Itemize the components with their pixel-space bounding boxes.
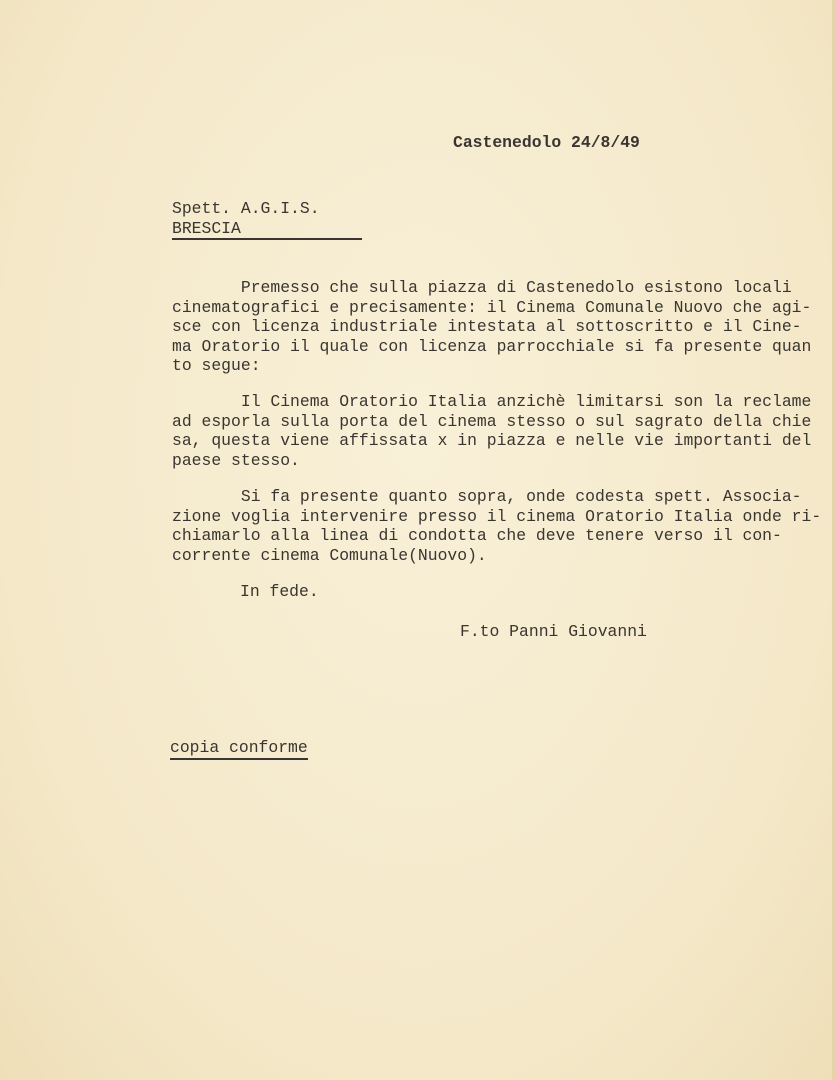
text-line: Il Cinema Oratorio Italia anzichè limitarsi son la reclame (172, 392, 812, 411)
footer-note: copia conforme (170, 738, 308, 760)
text-line: chiamarlo alla linea di condotta che deve tenere verso il con- (172, 526, 782, 545)
text-line: Premesso che sulla piazza di Castenedolo esistono locali (172, 278, 792, 297)
text-line: Si fa presente quanto sopra, onde codesta spett. Associa- (172, 487, 802, 506)
text-line: corrente cinema Comunale(Nuovo). (172, 545, 487, 565)
text-line: sce con licenza industriale intestata al sottoscritto e il Cine- (172, 317, 802, 336)
paragraph-1 (172, 278, 811, 376)
page-edge (832, 0, 836, 1080)
signature: F.to Panni Giovanni (460, 622, 647, 641)
paragraph-3 (172, 487, 821, 565)
recipient-block (172, 199, 362, 240)
recipient-name: Spett. A.G.I.S. (172, 199, 320, 218)
text-line: sa, questa viene affissata x in piazza e nelle vie importanti del (172, 431, 812, 450)
text-line: paese stesso. (172, 450, 300, 470)
text-line: to segue: (172, 356, 261, 375)
recipient-city: BRESCIA (172, 219, 362, 241)
text-line: zione voglia intervenire presso il cinema Oratorio Italia onde ri- (172, 506, 822, 526)
place-date: Castenedolo 24/8/49 (453, 133, 640, 152)
text-line: ad esporla sulla porta del cinema stesso o sul sagrato della chie (172, 411, 812, 431)
text-line: cinematografici e precisamente: il Cinema Comunale Nuovo che agi- (172, 297, 812, 317)
paragraph-2 (172, 392, 811, 470)
closing: In fede. (240, 582, 319, 601)
text-line: ma Oratorio il quale con licenza parrocchiale si fa presente quan (172, 336, 812, 356)
